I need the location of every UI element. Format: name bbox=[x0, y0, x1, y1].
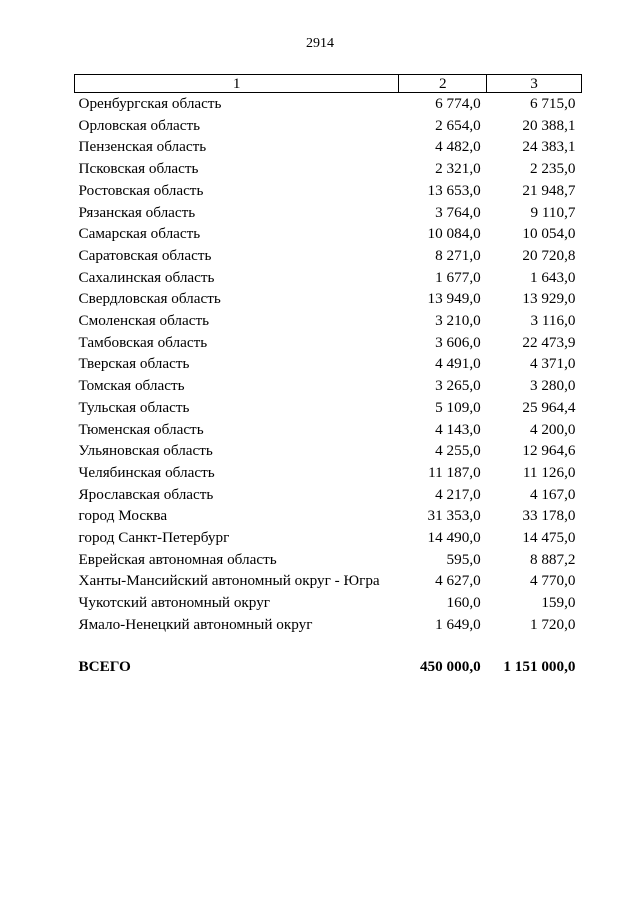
column-2-value-cell: 13 949,0 bbox=[427, 290, 481, 308]
table-row bbox=[75, 527, 582, 549]
table-row bbox=[75, 288, 582, 310]
column-3-value-cell: 2 235,0 bbox=[529, 160, 576, 178]
column-2-value-cell: 3 764,0 bbox=[435, 203, 481, 221]
region-name-cell: Тюменская область bbox=[78, 420, 204, 438]
column-3-value-cell: 20 388,1 bbox=[522, 116, 576, 134]
region-name-cell: Оренбургская область bbox=[78, 95, 222, 112]
table-row bbox=[75, 202, 582, 224]
column-3-value-cell: 25 964,4 bbox=[522, 398, 576, 416]
column-2-value-cell: 4 143,0 bbox=[435, 420, 481, 438]
column-header-2: 2 bbox=[399, 75, 487, 93]
column-2-value-cell: 1 677,0 bbox=[435, 268, 481, 286]
column-3-value-cell: 10 054,0 bbox=[522, 225, 576, 243]
column-3-value-cell: 33 178,0 bbox=[522, 507, 576, 525]
table-row bbox=[75, 158, 582, 180]
column-header-3: 3 bbox=[487, 75, 582, 93]
table-body bbox=[75, 93, 582, 678]
table-row bbox=[75, 440, 582, 462]
table-row bbox=[75, 570, 582, 592]
region-name-cell: Самарская область bbox=[78, 225, 201, 243]
region-name-cell: Ульяновская область bbox=[78, 442, 213, 460]
column-3-value-cell: 4 770,0 bbox=[529, 572, 576, 590]
region-name-cell: Сахалинская область bbox=[78, 268, 215, 286]
region-name-cell: Орловская область bbox=[78, 116, 201, 134]
table-row bbox=[75, 592, 582, 614]
column-2-value-cell: 6 774,0 bbox=[435, 95, 481, 112]
column-2-value-cell: 160,0 bbox=[446, 594, 481, 612]
column-3-value-cell: 4 200,0 bbox=[529, 420, 576, 438]
region-name-cell: Свердловская область bbox=[78, 290, 221, 308]
column-2-value-cell: 2 654,0 bbox=[435, 116, 481, 134]
table-row bbox=[75, 484, 582, 506]
column-2-value-cell: 4 491,0 bbox=[435, 355, 481, 373]
total-column-2: 450 000,0 bbox=[419, 657, 481, 675]
total-row bbox=[75, 656, 582, 678]
region-name-cell: Еврейская автономная область bbox=[78, 550, 277, 568]
column-2-value-cell: 8 271,0 bbox=[435, 246, 481, 264]
region-name-cell: Саратовская область bbox=[78, 246, 212, 264]
region-name-cell: Рязанская область bbox=[78, 203, 196, 221]
column-2-value-cell: 1 649,0 bbox=[435, 615, 481, 633]
column-3-value-cell: 24 383,1 bbox=[522, 138, 576, 156]
region-name-cell: Смоленская область bbox=[78, 312, 210, 330]
table-row bbox=[75, 267, 582, 289]
table-row bbox=[75, 136, 582, 158]
column-2-value-cell: 3 210,0 bbox=[435, 312, 481, 330]
column-3-value-cell: 22 473,9 bbox=[522, 333, 576, 351]
region-name-cell: Томская область bbox=[78, 377, 185, 395]
table-row bbox=[75, 353, 582, 375]
column-3-value-cell: 20 720,8 bbox=[522, 246, 576, 264]
column-2-value-cell: 5 109,0 bbox=[435, 398, 481, 416]
column-2-value-cell: 2 321,0 bbox=[435, 160, 481, 178]
column-3-value-cell: 159,0 bbox=[541, 594, 576, 612]
region-name-cell: Ханты-Мансийский автономный округ - Югра bbox=[78, 572, 380, 590]
region-name-cell: Ямало-Ненецкий автономный округ bbox=[78, 615, 313, 633]
table-row bbox=[75, 375, 582, 397]
page-number: 2914 bbox=[306, 36, 334, 51]
column-2-value-cell: 10 084,0 bbox=[427, 225, 481, 243]
column-2-value-cell: 13 653,0 bbox=[427, 181, 481, 199]
column-3-value-cell: 4 371,0 bbox=[529, 355, 576, 373]
table-header-row bbox=[75, 75, 582, 93]
table-row bbox=[75, 115, 582, 137]
spacer-row bbox=[75, 636, 582, 656]
table-row bbox=[75, 180, 582, 202]
table-row bbox=[75, 419, 582, 441]
column-3-value-cell: 21 948,7 bbox=[522, 181, 576, 199]
column-3-value-cell: 11 126,0 bbox=[522, 463, 576, 481]
region-name-cell: Псковская область bbox=[78, 160, 199, 178]
total-label: ВСЕГО bbox=[78, 657, 131, 675]
column-3-value-cell: 3 280,0 bbox=[529, 377, 576, 395]
table-row bbox=[75, 505, 582, 527]
region-name-cell: Челябинская область bbox=[78, 463, 215, 481]
region-name-cell: Тамбовская область bbox=[78, 333, 208, 351]
column-3-value-cell: 14 475,0 bbox=[522, 529, 576, 547]
region-name-cell: Ростовская область bbox=[78, 181, 204, 199]
column-2-value-cell: 3 606,0 bbox=[435, 333, 481, 351]
table-row bbox=[75, 93, 582, 115]
region-name-cell: Пензенская область bbox=[78, 138, 207, 156]
column-2-value-cell: 31 353,0 bbox=[427, 507, 481, 525]
column-2-value-cell: 4 627,0 bbox=[435, 572, 481, 590]
allocation-table bbox=[74, 74, 582, 677]
region-name-cell: город Москва bbox=[78, 507, 168, 525]
column-3-value-cell: 8 887,2 bbox=[529, 550, 576, 568]
column-2-value-cell: 11 187,0 bbox=[428, 463, 481, 481]
table-row bbox=[75, 462, 582, 484]
column-3-value-cell: 3 116,0 bbox=[530, 312, 576, 330]
table-row bbox=[75, 245, 582, 267]
column-3-value-cell: 9 110,7 bbox=[530, 203, 576, 221]
column-2-value-cell: 595,0 bbox=[446, 550, 481, 568]
table-row bbox=[75, 310, 582, 332]
table-row bbox=[75, 549, 582, 571]
region-name-cell: город Санкт-Петербург bbox=[78, 529, 230, 547]
region-name-cell: Тверская область bbox=[78, 355, 190, 373]
column-2-value-cell: 4 255,0 bbox=[435, 442, 481, 460]
column-3-value-cell: 4 167,0 bbox=[529, 485, 576, 503]
table-row bbox=[75, 614, 582, 636]
column-3-value-cell: 12 964,6 bbox=[522, 442, 576, 460]
table-row bbox=[75, 332, 582, 354]
table-row bbox=[75, 397, 582, 419]
table-row bbox=[75, 223, 582, 245]
region-name-cell: Ярославская область bbox=[78, 485, 214, 503]
column-header-1: 1 bbox=[75, 75, 399, 93]
column-3-value-cell: 13 929,0 bbox=[522, 290, 576, 308]
column-2-value-cell: 4 217,0 bbox=[435, 485, 481, 503]
column-3-value-cell: 1 643,0 bbox=[529, 268, 576, 286]
region-name-cell: Тульская область bbox=[78, 398, 190, 416]
column-2-value-cell: 3 265,0 bbox=[435, 377, 481, 395]
column-3-value-cell: 6 715,0 bbox=[529, 95, 576, 112]
column-2-value-cell: 4 482,0 bbox=[435, 138, 481, 156]
total-column-3: 1 151 000,0 bbox=[503, 657, 576, 675]
column-3-value-cell: 1 720,0 bbox=[529, 615, 576, 633]
region-name-cell: Чукотский автономный округ bbox=[78, 594, 271, 612]
column-2-value-cell: 14 490,0 bbox=[427, 529, 481, 547]
